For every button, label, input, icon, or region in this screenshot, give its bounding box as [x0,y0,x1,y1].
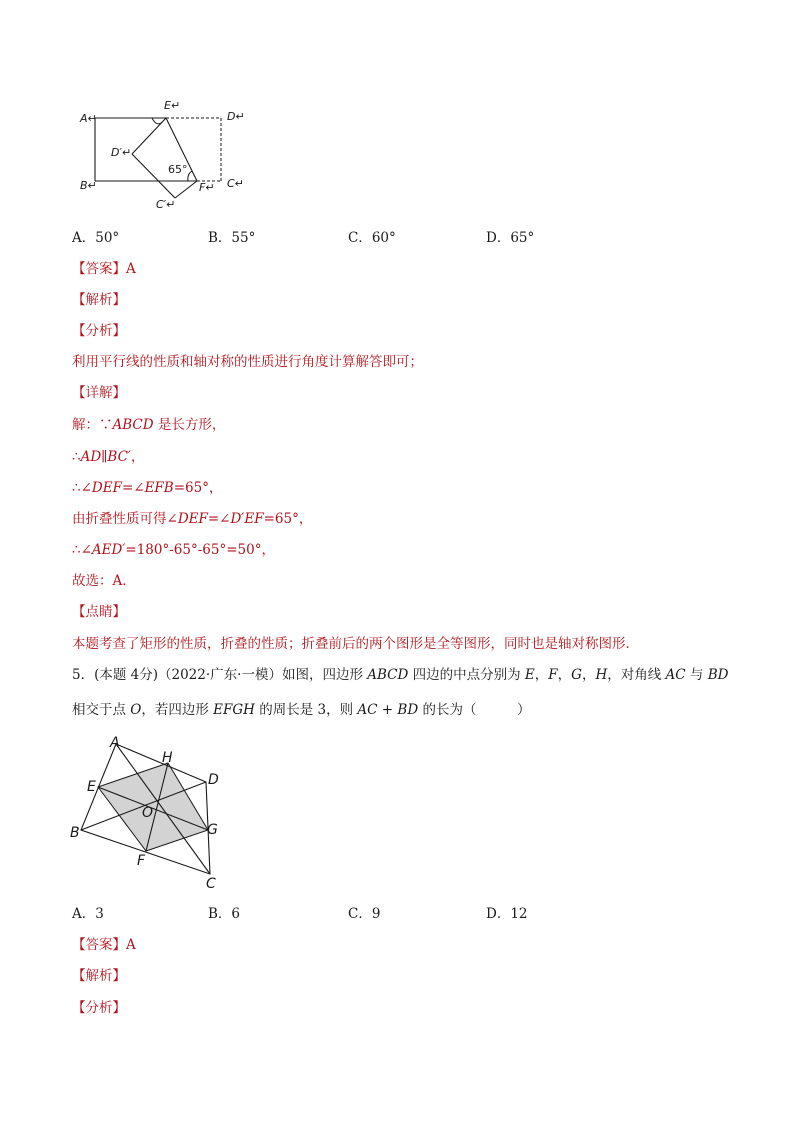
q4-answer-value: A [126,261,136,277]
step-text: =∠ [121,480,145,496]
q4-jiexi-tag: 【解析】 [72,292,126,308]
stem-text: 相交于点 [72,702,131,718]
label-C-prime: C′↵ [156,198,176,211]
stem-text: ，对角线 [607,667,666,683]
label-A: A↵ [80,112,97,125]
q5-jiexi-tag: 【解析】 [72,968,126,984]
step-var: DEF [91,480,122,496]
midpoint-quadrilateral-figure [66,734,226,892]
label-C: C [206,876,216,892]
label-F: F [137,853,146,869]
stem-var: H [595,667,608,683]
q5-option-c: C．9 [348,906,381,922]
step-var: EFB [144,480,174,496]
stem-var: AC [357,702,378,718]
stem-text: 四边的中点分别为 [408,667,525,683]
q4-step-4 [72,507,312,527]
step-var: ABCD [112,417,154,433]
label-D: D↵ [227,110,245,123]
q5-answer-line [72,933,136,953]
q5-option-b: B．6 [208,906,241,922]
edge-D-prime-C-prime [132,154,175,198]
q5-stem-line-2 [72,698,530,718]
stem-text: 与 [685,667,708,683]
label-B: B [70,825,80,841]
stem-text: + [377,702,398,718]
q4-answer-tag: 【答案】 [72,261,126,277]
step-text: =65°， [263,511,313,527]
step-text: =180°-65°-65°=50°， [125,542,275,558]
stem-var: EFGH [213,702,255,718]
step-var: D′EF [230,511,264,527]
q4-step-1 [72,413,225,433]
stem-text: ， [534,667,549,683]
step-text: =65°， [173,480,223,496]
label-C: C↵ [227,177,244,190]
label-D: D [208,772,219,788]
q4-step-5 [72,538,275,558]
label-E: E↵ [164,99,181,112]
label-G: G [207,822,218,838]
q5-answer-tag: 【答案】 [72,937,126,953]
q4-dianjing-tag: 【点睛】 [72,604,126,620]
edge-C-prime-F [175,181,197,198]
stem-var: O [130,702,142,718]
stem-var: F [548,667,558,683]
stem-var: BD [397,702,419,718]
label-A: A [110,735,120,751]
q5-fenxi-tag: 【分析】 [72,1000,126,1016]
stem-var: G [571,667,582,683]
q5-stem-line-1 [72,663,728,683]
step-text: =∠ [207,511,231,527]
step-var: AD∥BC′ [80,449,131,465]
folding-rectangle-figure [70,92,260,217]
label-O: O [142,805,154,821]
label-B: B↵ [80,179,97,192]
stem-text: 的长为（ ） [418,702,531,718]
step-text: 由折叠性质可得∠ [72,511,178,527]
label-H: H [162,750,173,766]
q4-option-c: C．60° [348,230,396,246]
label-E: E [87,779,96,795]
q5-answer-value: A [126,937,136,953]
angle-label-65: 65° [168,163,188,176]
step-text: ∴∠ [72,542,92,558]
label-F: F↵ [199,181,215,194]
stem-var: BD [707,667,729,683]
q4-dianjing-text: 本题考查了矩形的性质，折叠的性质；折叠前后的两个图形是全等图形，同时也是轴对称图形． [72,636,639,652]
stem-text: ， [581,667,596,683]
q4-option-b: B．55° [208,230,256,246]
angle-arc-E [152,118,161,124]
stem-text: 的周长是 3，则 [254,702,358,718]
q5-option-d: D．12 [486,906,528,922]
stem-text: ，若四边形 [141,702,214,718]
step-text: ， [130,449,145,465]
q4-step-3 [72,476,222,496]
stem-var: AC [665,667,686,683]
step-text: 解：∵ [72,417,113,433]
q4-option-d: D．65° [486,230,535,246]
stem-text: 5．(本题 4分)（2022·广东·一模）如图，四边形 [72,667,368,683]
step-var: AED′ [91,542,126,558]
step-text: 是长方形， [153,417,226,433]
q4-xiangjie-tag: 【详解】 [72,385,126,401]
stem-var: ABCD [367,667,409,683]
label-D-prime: D′↵ [111,146,132,159]
q4-option-a: A．50° [72,230,120,246]
q4-step-6: 故选：A． [72,573,136,589]
q4-fenxi-text: 利用平行线的性质和轴对称的性质进行角度计算解答即可； [72,354,423,370]
angle-arc-F [188,171,192,181]
step-var: DEF [177,511,208,527]
q4-answer-line [72,257,136,277]
q4-step-2 [72,445,144,465]
stem-text: ， [557,667,572,683]
step-text: ∴ [72,449,81,465]
step-text: ∴∠ [72,480,92,496]
q5-option-a: A．3 [72,906,104,922]
q4-fenxi-tag: 【分析】 [72,323,126,339]
stem-var: E [524,667,535,683]
